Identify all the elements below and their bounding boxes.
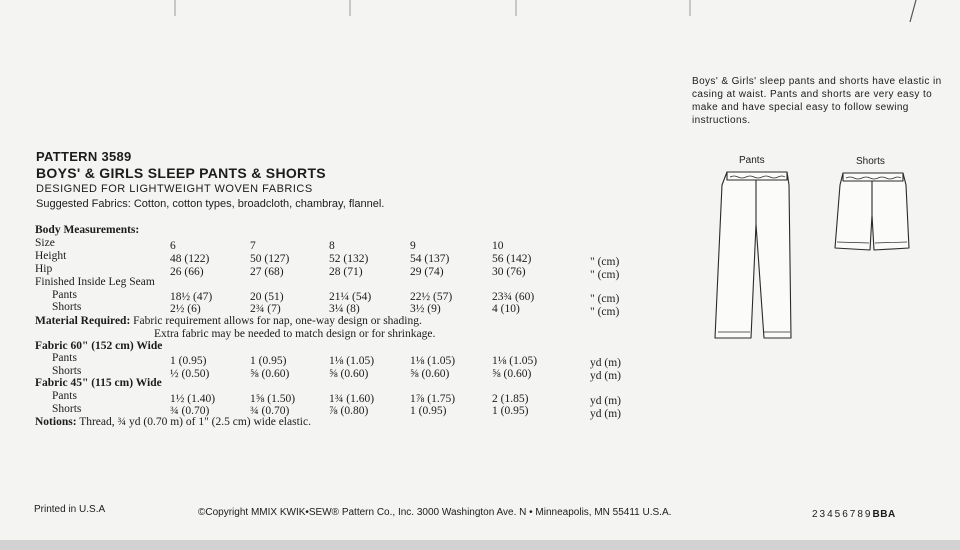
fabric-45-shorts-cell: 1 (0.95) (410, 405, 447, 417)
leg-shorts-cell: 3¼ (8) (329, 303, 360, 315)
print-code-digits: 23456789 (812, 509, 873, 520)
fabric-45-pants-cell: 1½ (1.40) (170, 393, 216, 405)
notions-text: Thread, ¾ yd (0.70 m) of 1" (2.5 cm) wide elastic. (79, 416, 311, 428)
fabric-60-pants-cell: 1⅛ (1.05) (329, 355, 375, 367)
pants-label: Pants (52, 289, 77, 301)
fabric-60-shorts-unit: yd (m) (590, 370, 621, 382)
fabric-60-pants-unit: yd (m) (590, 357, 621, 369)
pattern-title: BOYS' & GIRLS SLEEP PANTS & SHORTS (36, 165, 326, 181)
hip-cell: 26 (66) (170, 266, 204, 278)
fabric-60-shorts-cell: ⅝ (0.60) (492, 368, 532, 380)
size-cell: 10 (492, 240, 504, 252)
top-panel-dividers (0, 0, 960, 30)
fabric-45-shorts-unit: yd (m) (590, 408, 621, 420)
fabric-45-shorts-label: Shorts (52, 403, 82, 415)
height-cell: 54 (137) (410, 253, 450, 265)
fabric-60-shorts-cell: ⅝ (0.60) (410, 368, 450, 380)
fabric-60-pants-cell: 1 (0.95) (250, 355, 287, 367)
fabric-60-shorts-cell: ⅝ (0.60) (250, 368, 290, 380)
material-note-1: Fabric requirement allows for nap, one-way design or shading. (133, 315, 422, 327)
fabric-45-shorts-cell: ¾ (0.70) (170, 405, 210, 417)
shorts-drawing (835, 173, 909, 250)
leg-shorts-cell: 3½ (9) (410, 303, 441, 315)
fabric-60-heading: Fabric 60" (152 cm) Wide (35, 340, 163, 352)
size-cell: 9 (410, 240, 416, 252)
material-heading: Material Required: (35, 315, 131, 327)
printed-in: Printed in U.S.A (34, 504, 106, 515)
fabric-45-shorts-cell: ⅞ (0.80) (329, 405, 369, 417)
height-unit: " (cm) (590, 256, 620, 268)
hip-cell: 29 (74) (410, 266, 444, 278)
size-cell: 7 (250, 240, 256, 252)
fabric-45-pants-cell: 1⅞ (1.75) (410, 393, 456, 405)
hip-cell: 30 (76) (492, 266, 526, 278)
fabric-45-heading: Fabric 45" (115 cm) Wide (35, 377, 162, 389)
notions-label: Notions: (35, 416, 77, 428)
pattern-number: PATTERN 3589 (36, 149, 132, 164)
fabric-60-pants-label: Pants (52, 352, 77, 364)
body-measurements-heading: Body Measurements: (35, 224, 140, 236)
fabric-45-pants-label: Pants (52, 390, 77, 402)
shorts-drawing-label: Shorts (856, 156, 885, 167)
notions (35, 416, 311, 428)
leg-shorts-cell: 4 (10) (492, 303, 520, 315)
material-note-2: Extra fabric may be needed to match design or for shrinkage. (154, 328, 436, 340)
suggested-fabrics: Suggested Fabrics: Cotton, cotton types, broadcloth, chambray, flannel. (36, 198, 385, 210)
garment-drawings (700, 160, 950, 350)
leg-pants-cell: 18½ (47) (170, 291, 213, 303)
material-required (35, 315, 422, 327)
hip-unit: " (cm) (590, 269, 620, 281)
height-label: Height (35, 250, 67, 262)
leg-pants-cell: 23¾ (60) (492, 291, 535, 303)
height-cell: 52 (132) (329, 253, 369, 265)
leg-shorts-cell: 2¾ (7) (250, 303, 281, 315)
fabric-60-shorts-cell: ⅝ (0.60) (329, 368, 369, 380)
size-cell: 8 (329, 240, 335, 252)
fabric-60-shorts-cell: ½ (0.50) (170, 368, 210, 380)
fabric-60-pants-cell: 1⅛ (1.05) (410, 355, 456, 367)
size-cell: 6 (170, 240, 176, 252)
shorts-label: Shorts (52, 301, 82, 313)
fabric-60-pants-cell: 1⅛ (1.05) (492, 355, 538, 367)
leg-shorts-cell: 2½ (6) (170, 303, 201, 315)
fabric-45-pants-cell: 2 (1.85) (492, 393, 529, 405)
fabric-45-shorts-cell: 1 (0.95) (492, 405, 529, 417)
height-cell: 48 (122) (170, 253, 210, 265)
leg-pants-unit: " (cm) (590, 293, 620, 305)
designed-for: DESIGNED FOR LIGHTWEIGHT WOVEN FABRICS (36, 183, 313, 195)
sheet-edge (0, 540, 960, 550)
height-cell: 50 (127) (250, 253, 290, 265)
fabric-45-pants-cell: 1¾ (1.60) (329, 393, 375, 405)
pants-drawing (715, 172, 791, 338)
fabric-45-pants-cell: 1⅝ (1.50) (250, 393, 296, 405)
pattern-header (36, 149, 384, 212)
leg-pants-cell: 21¼ (54) (329, 291, 372, 303)
copyright: ©Copyright MMIX KWIK•SEW® Pattern Co., Inc. 3000 Washington Ave. N • Minneapolis, MN 55411 U.S.A. (198, 507, 672, 518)
print-code-letters: BBA (872, 509, 896, 520)
pattern-description: Boys' & Girls' sleep pants and shorts have elastic in casing at waist. Pants and shorts are very easy to make and have special easy to follow sewing instructions. (692, 76, 942, 126)
size-label: Size (35, 237, 55, 249)
pants-drawing-label: Pants (739, 155, 765, 166)
fabric-60-shorts-label: Shorts (52, 365, 82, 377)
hip-label: Hip (35, 263, 53, 275)
hip-cell: 27 (68) (250, 266, 284, 278)
print-code (812, 509, 896, 520)
leg-seam-label: Finished Inside Leg Seam (35, 276, 155, 288)
height-cell: 56 (142) (492, 253, 532, 265)
fabric-60-pants-cell: 1 (0.95) (170, 355, 207, 367)
hip-cell: 28 (71) (329, 266, 363, 278)
fabric-45-shorts-cell: ¾ (0.70) (250, 405, 290, 417)
leg-pants-cell: 22½ (57) (410, 291, 453, 303)
fabric-45-pants-unit: yd (m) (590, 395, 621, 407)
leg-shorts-unit: " (cm) (590, 306, 620, 318)
leg-pants-cell: 20 (51) (250, 291, 284, 303)
